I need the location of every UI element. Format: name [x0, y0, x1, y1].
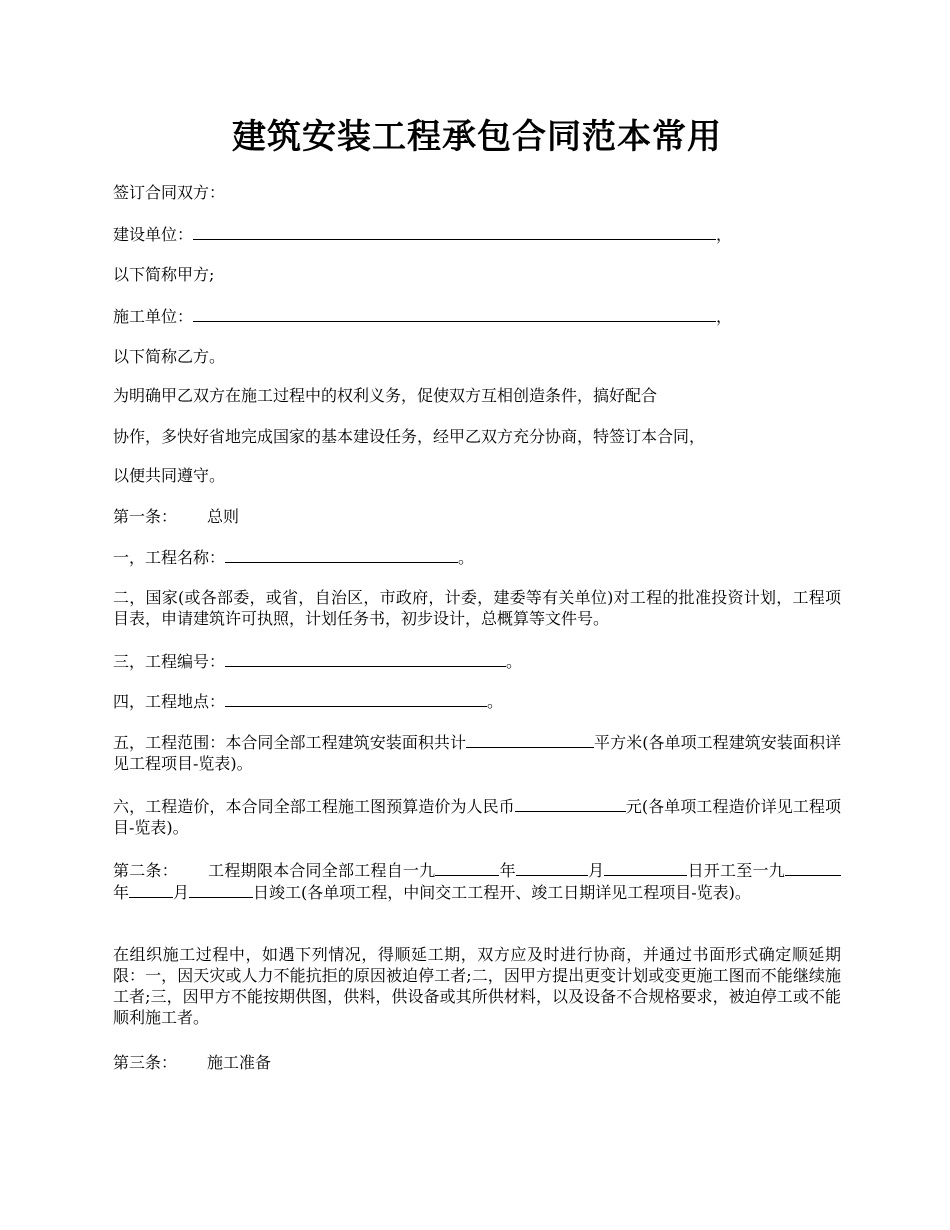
article2-text-f: 月: [173, 883, 190, 902]
item3-end: 。: [506, 652, 523, 671]
item1-label: 一，工程名称：: [113, 548, 226, 567]
contractor-end: ，: [716, 307, 733, 326]
project-location-blank: [225, 690, 487, 707]
article2-text-c: 月: [587, 861, 605, 880]
item5-post: 平方米(各单项工程建筑安装面积详见工程项目-览表)。: [113, 733, 841, 773]
start-day-blank: [604, 859, 687, 876]
start-month-blank: [516, 859, 588, 876]
builder-label: 建设单位：: [113, 225, 194, 244]
end-month-blank: [129, 881, 173, 898]
contractor-line: [113, 305, 841, 327]
contractor-blank: [193, 305, 716, 322]
item4-end: 。: [487, 692, 504, 711]
builder-line: [113, 223, 841, 245]
article3-number: 第三条：: [113, 1053, 178, 1072]
article1-item1: [113, 546, 841, 568]
start-year-blank: [435, 859, 499, 876]
article1-heading: [113, 506, 841, 527]
purpose-line-2: 协作，多快好省地完成国家的基本建设任务，经甲乙双方充分协商，特签订本合同，: [113, 427, 706, 446]
article2-paragraph: [113, 859, 841, 903]
end-day-blank: [189, 881, 253, 898]
article2-text-g: 日竣工(各单项工程，中间交工工程开、竣工日期详见工程项目-览表)。: [253, 883, 751, 902]
project-name-blank: [225, 546, 458, 563]
article1-item4: [113, 690, 841, 712]
article2-number: 第二条：: [113, 861, 178, 880]
article3-title: 施工准备: [207, 1053, 272, 1072]
article1-number: 第一条：: [113, 507, 178, 526]
purpose-line-1: 为明确甲乙双方在施工过程中的权利义务，促使双方互相创造条件，搞好配合: [113, 386, 658, 405]
item6-pre: 六，工程造价，本合同全部工程施工图预算造价为人民币: [113, 797, 515, 816]
article1-item3: [113, 650, 841, 672]
article2-text-a: 工程期限本合同全部工程自一九: [207, 861, 436, 880]
article2-text-d: 日开工至一九: [687, 861, 785, 880]
item5-pre: 五，工程范围：本合同全部工程建筑安装面积共计: [113, 733, 467, 752]
contractor-alias: 以下简称乙方。: [113, 347, 226, 366]
item6-post: 元(各单项工程造价详见工程项目-览表)。: [113, 797, 841, 837]
builder-alias: 以下简称甲方;: [113, 265, 215, 284]
builder-blank: [193, 223, 716, 240]
contractor-label: 施工单位：: [113, 307, 194, 326]
end-year-blank: [785, 859, 841, 876]
project-number-blank: [225, 650, 506, 667]
article1-title: 总则: [207, 507, 240, 526]
item4-label: 四，工程地点：: [113, 692, 226, 711]
item1-end: 。: [458, 548, 475, 567]
price-blank: [515, 795, 626, 812]
article3-heading: [113, 1052, 841, 1073]
article1-item5: [113, 731, 841, 774]
builder-end: ，: [716, 225, 733, 244]
parties-heading: 签订合同双方：: [113, 183, 226, 202]
article1-item2: 二，国家(或各部委，或省，自治区，市政府，计委，建委等有关单位)对工程的批准投资计划，工程项目表，申请建筑许可执照，计划任务书，初步设计，总概算等文件号。: [113, 588, 841, 628]
article1-item6: [113, 795, 841, 838]
document-title: 建筑安装工程承包合同范本常用: [232, 117, 722, 157]
article2-delay-paragraph: 在组织施工过程中，如遇下列情况，得顺延工期，双方应及时进行协商，并通过书面形式确定顺延期限：一，因天灾或人力不能抗拒的原因被迫停工者;二，因甲方提出更变计划或变更施工图而不能继续施工者;三，因甲方不能按期供图，供料，供设备或其所供材料，以及设备不合规格要求，被迫停工或不能顺利施工者。: [113, 945, 841, 1027]
purpose-line-3: 以便共同遵守。: [113, 466, 226, 485]
area-blank: [466, 731, 594, 748]
article2-text-b: 年: [499, 861, 516, 880]
item3-label: 三，工程编号：: [113, 652, 226, 671]
article2-text-e: 年: [113, 883, 130, 902]
